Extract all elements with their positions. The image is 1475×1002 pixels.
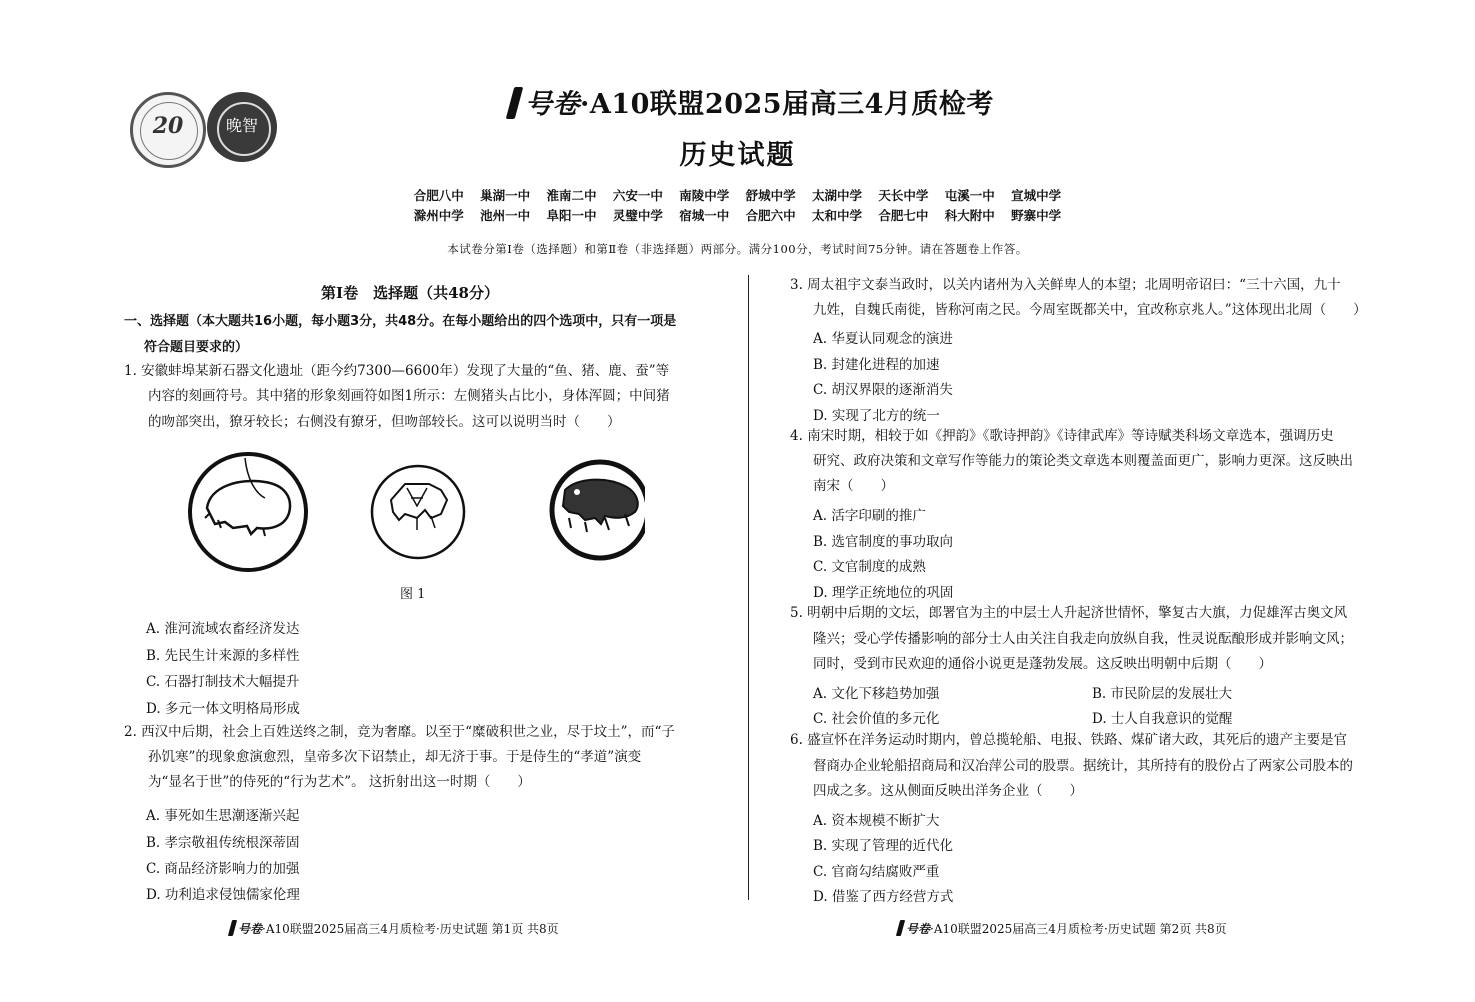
section-instruction: 一、选择题（本大题共16小题，每小题3分，共48分。在每小题给出的四个选项中，只有一项是 (124, 314, 677, 329)
school-name: 合肥六中 (745, 208, 796, 223)
option-c: C. 官商勾结腐败严重 (813, 864, 940, 880)
school-name: 科大附中 (944, 208, 995, 223)
school-list-row-2 (0, 206, 1475, 224)
figure-caption: 图 1 (400, 587, 426, 602)
question-text-line: 3. 周太祖宇文泰当政时，以关内诸州为入关鲜卑人的本望；北周明帝诏曰：“三十六国，九十 (790, 277, 1341, 293)
exam-title: ·A10联盟2025届高三4月质检考 (580, 89, 994, 120)
footer-text: ·A10联盟2025届高三4月质检考·历史试题 第2页 共8页 (930, 922, 1227, 936)
question-text-line: 孙饥寒”的现象愈演愈烈，皇帝多次下诏禁止，却无济于事。于是侍生的“孝道”演变 (148, 749, 642, 765)
question-text-line: 4. 南宋时期，相较于如《押韵》《歌诗押韵》《诗律武库》等诗赋类科场文章选本，强调历史 (790, 428, 1334, 444)
school-name: 淮南二中 (546, 188, 597, 203)
question-text-line: 督商办企业轮船招商局和汉冶萍公司的股票。据统计，其所持有的股份占了两家公司股本的 (813, 758, 1353, 774)
question-text-line: 2. 西汉中后期，社会上百姓送终之制，竞为奢靡。以至于“糜破积世之业，尽于坟土”，而“子 (124, 724, 675, 740)
seal-name-mark: 晚智 (225, 116, 258, 135)
option-a: A. 资本规模不断扩大 (813, 813, 940, 829)
question-text-line: 研究、政府决策和文章写作等能力的策论类文章选本则覆盖面更广，影响力更深。这反映出 (813, 453, 1353, 469)
seal-number-mark: 20 (152, 113, 184, 139)
option-a: A. 华夏认同观念的演进 (813, 331, 953, 347)
figure-1-pig-engravings (185, 448, 645, 576)
question-text-line: 同时，受到市民欢迎的通俗小说更是蓬勃发展。这反映出明朝中后期（ ） (813, 656, 1272, 672)
school-name: 池州一中 (480, 208, 531, 223)
option-b: B. 市民阶层的发展壮大 (1092, 686, 1233, 702)
option-b: B. 先民生计来源的多样性 (146, 648, 300, 664)
school-name: 太湖中学 (812, 188, 863, 203)
option-d: D. 实现了北方的统一 (813, 408, 940, 424)
option-c: C. 胡汉界限的逐渐消失 (813, 382, 953, 398)
option-c: C. 石器打制技术大幅提升 (146, 674, 300, 690)
school-name: 合肥八中 (413, 188, 464, 203)
page-title: 历史试题 (679, 140, 796, 171)
school-name: 六安一中 (612, 188, 663, 203)
school-name: 舒城中学 (745, 188, 796, 203)
option-b: B. 选官制度的事功取向 (813, 534, 954, 550)
page-footer-left (230, 920, 559, 937)
option-c: C. 文官制度的成熟 (813, 559, 926, 575)
column-divider (748, 275, 749, 900)
question-text-line: 5. 明朝中后期的文坛，郎署官为主的中层士人升起济世情怀，擎复古大旗，力促雄浑古奥文风 (790, 605, 1348, 621)
school-name: 宿城一中 (679, 208, 730, 223)
question-text-line: 1. 安徽蚌埠某新石器文化遗址（距今约7300—6600年）发现了大量的“鱼、猪、鹿、蚕”等 (124, 363, 670, 379)
question-text-line: 隆兴；受心学传播影响的部分士人由关注自我走向放纵自我，性灵说酝酿形成并影响文风； (813, 631, 1353, 647)
option-a: A. 淮河流域农畜经济发达 (146, 621, 300, 637)
exam-header (510, 82, 994, 121)
question-text-line: 四成之多。这从侧面反映出洋务企业（ ） (813, 783, 1083, 799)
school-name: 野寨中学 (1011, 208, 1062, 223)
question-text-line: 内容的刻画符号。其中猪的形象刻画符如图1所示：左侧猪头占比小，身体浑圆；中间猪 (148, 388, 670, 404)
footer-text: ·A10联盟2025届高三4月质检考·历史试题 第1页 共8页 (262, 922, 559, 936)
question-text-line: 的吻部突出，獠牙较长；右侧没有獠牙，但吻部较长。这可以说明当时（ ） (148, 414, 621, 430)
option-a: A. 活字印刷的推广 (813, 508, 926, 524)
option-d: D. 功利追求侵蚀儒家伦理 (146, 887, 300, 903)
school-name: 合肥七中 (878, 208, 929, 223)
school-name: 屯溪一中 (944, 188, 995, 203)
pig-engraving-right (552, 462, 645, 558)
footer-brand: 号卷 (238, 922, 263, 936)
option-b: B. 封建化进程的加速 (813, 357, 940, 373)
page-footer-right (898, 920, 1227, 937)
question-text-line: 6. 盛宣怀在洋务运动时期内，曾总揽轮船、电报、铁路、煤矿诸大政，其死后的遗产主要是官 (790, 732, 1348, 748)
school-name: 滁州中学 (413, 208, 464, 223)
section-title: 第Ⅰ卷 选择题（共48分） (321, 284, 499, 302)
brush-logo-icon (506, 87, 524, 119)
brush-logo-icon (896, 920, 905, 936)
school-name: 南陵中学 (679, 188, 730, 203)
brand-name: 号卷 (525, 89, 580, 120)
option-d: D. 多元一体文明格局形成 (146, 701, 300, 717)
option-a: A. 事死如生思潮逐渐兴起 (146, 808, 300, 824)
option-d: D. 理学正统地位的巩固 (813, 585, 954, 601)
brush-logo-icon (228, 920, 237, 936)
option-d: D. 借鉴了西方经营方式 (813, 889, 954, 905)
option-b: B. 实现了管理的近代化 (813, 838, 954, 854)
option-a: A. 文化下移趋势加强 (813, 686, 940, 702)
option-b: B. 孝宗敬祖传统根深蒂固 (146, 835, 300, 851)
school-name: 太和中学 (812, 208, 863, 223)
school-name: 宣城中学 (1011, 188, 1062, 203)
school-name: 阜阳一中 (546, 208, 597, 223)
school-name: 天长中学 (878, 188, 929, 203)
school-name: 灵璧中学 (612, 208, 663, 223)
option-c: C. 商品经济影响力的加强 (146, 861, 300, 877)
section-instruction-cont: 符合题目要求的） (144, 340, 249, 355)
school-name: 巢湖一中 (480, 188, 531, 203)
question-text-line: 南宋（ ） (813, 478, 894, 494)
option-c: C. 社会价值的多元化 (813, 711, 940, 727)
school-list-row-1 (0, 186, 1475, 204)
option-d: D. 士人自我意识的觉醒 (1092, 711, 1233, 727)
question-text-line: 为“显名于世”的侍死的“行为艺术”。 这折射出这一时期（ ） (148, 774, 531, 790)
question-text-line: 九姓，自魏氏南徙，皆称河南之民。今周室既都关中，宜改称京兆人。”这体现出北周（ ） (813, 302, 1367, 318)
pig-engraving-left (190, 454, 306, 570)
pig-engraving-middle (372, 466, 464, 558)
exam-instructions-note: 本试卷分第Ⅰ卷（选择题）和第Ⅱ卷（非选择题）两部分。满分100分，考试时间75分钟。请在答题卷上作答。 (447, 242, 1028, 256)
footer-brand: 号卷 (906, 922, 931, 936)
